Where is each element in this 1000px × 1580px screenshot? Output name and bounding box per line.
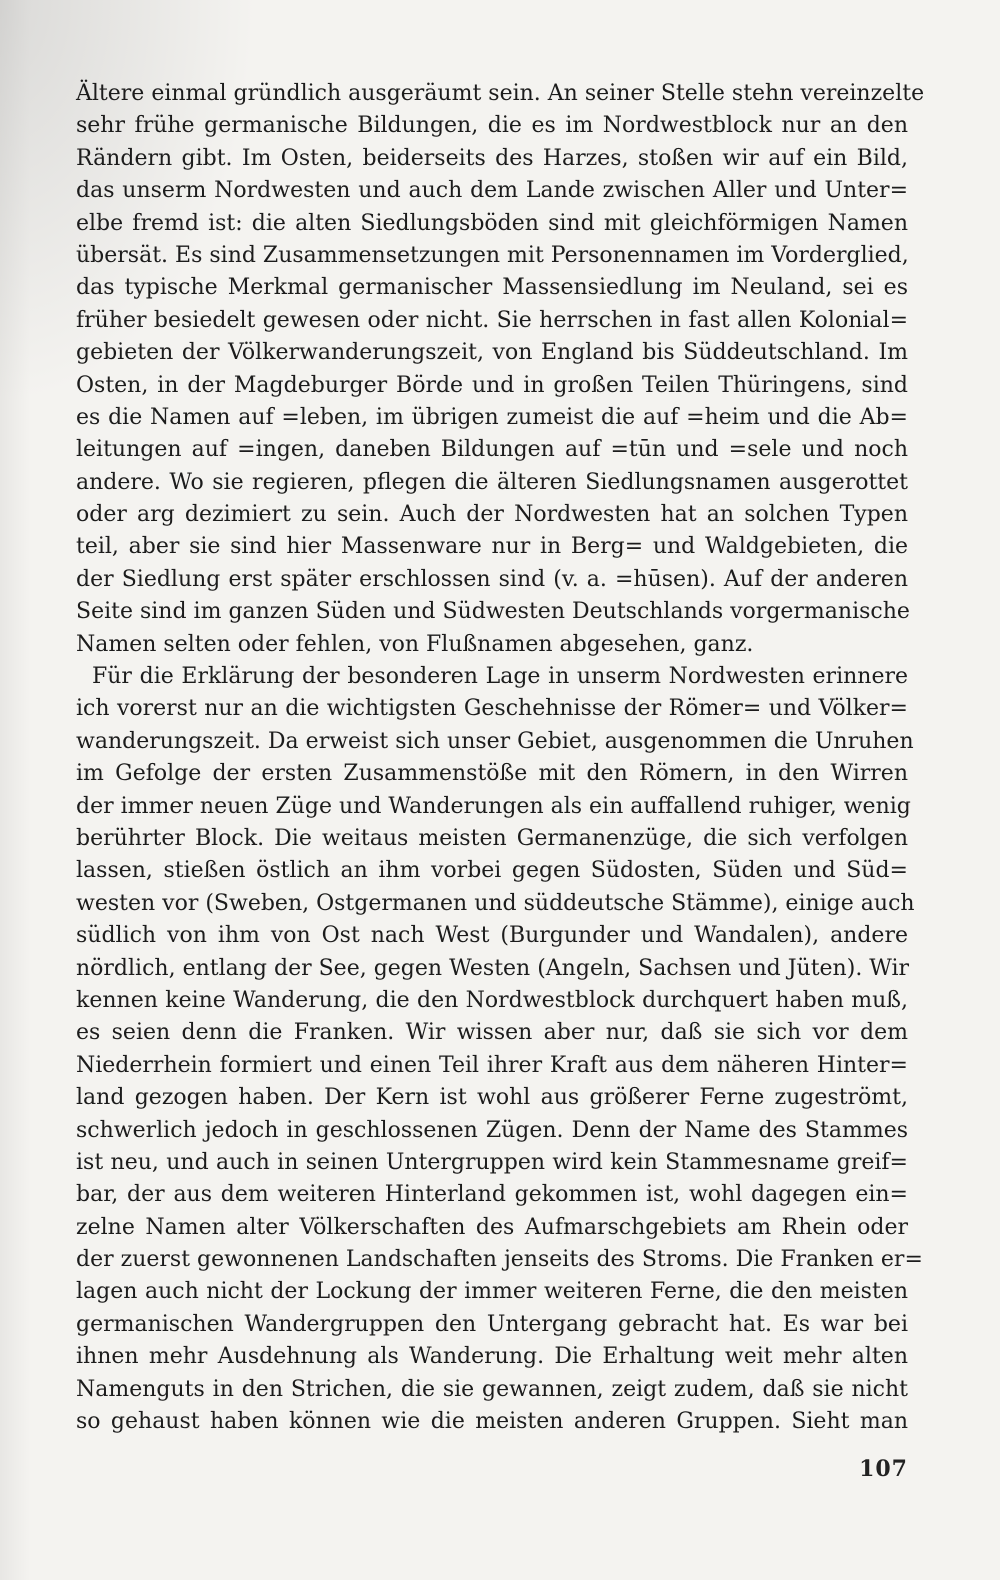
text-line: oder arg dezimiert zu sein. Auch der Nordwesten hat an solchen Typen: [76, 502, 908, 528]
text-line: es seien denn die Franken. Wir wissen aber nur, daß sie sich vor dem: [76, 1020, 908, 1046]
text-line: nördlich, entlang der See, gegen Westen (Angeln, Sachsen und Jüten). Wir: [76, 955, 910, 981]
text-line: bar, der aus dem weiteren Hinterland gekommen ist, wohl dagegen ein=: [76, 1182, 908, 1208]
text-line: kennen keine Wanderung, die den Nordwestblock durchquert haben muß,: [76, 987, 908, 1013]
text-line: leitungen auf =ingen, daneben Bildungen auf =tūn und =sele und noch: [76, 437, 908, 463]
text-line: übersät. Es sind Zusammensetzungen mit Personennamen im Vorderglied,: [76, 242, 909, 268]
text-line: Niederrhein formiert und einen Teil ihrer Kraft aus dem näheren Hinter=: [76, 1052, 908, 1078]
text-line: teil, aber sie sind hier Massenware nur in Berg= und Waldgebieten, die: [76, 534, 908, 560]
text-line: das typische Merkmal germanischer Massensiedlung im Neuland, sei es: [76, 275, 908, 301]
text-line: Für die Erklärung der besonderen Lage in unserm Nordwesten erinnere: [92, 664, 908, 690]
text-line: Ältere einmal gründlich ausgeräumt sein. An seiner Stelle stehn vereinzelte: [76, 81, 925, 106]
text-line: lagen auch nicht der Lockung der immer weiteren Ferne, die den meisten: [76, 1279, 908, 1305]
paragraph-2: [76, 661, 923, 1438]
text-line: im Gefolge der ersten Zusammenstöße mit den Römern, in den Wirren: [76, 761, 908, 787]
text-line: früher besiedelt gewesen oder nicht. Sie herrschen in fast allen Kolonial=: [76, 307, 908, 333]
text-line: Osten, in der Magdeburger Börde und in großen Teilen Thüringens, sind: [76, 372, 908, 398]
text-line: westen vor (Sweben, Ostgermanen und süddeutsche Stämme), einige auch: [76, 890, 915, 916]
text-line: Namenguts in den Strichen, die sie gewannen, zeigt zudem, daß sie nicht: [76, 1376, 908, 1402]
text-line: wanderungszeit. Da erweist sich unser Gebiet, ausgenommen die Unruhen: [76, 728, 914, 754]
text-line: lassen, stießen östlich an ihm vorbei gegen Südosten, Süden und Süd=: [76, 858, 908, 884]
text-line: ihnen mehr Ausdehnung als Wanderung. Die Erhaltung weit mehr alten: [76, 1344, 908, 1370]
paragraph-1: [76, 78, 925, 661]
text-line: elbe fremd ist: die alten Siedlungsböden sind mit gleichförmigen Namen: [76, 210, 908, 236]
text-line: der Siedlung erst später erschlossen sind (v. a. =hūsen). Auf der anderen: [76, 566, 908, 592]
text-line: andere. Wo sie regieren, pflegen die älteren Siedlungsnamen ausgerottet: [76, 469, 908, 495]
text-line: ist neu, und auch in seinen Untergruppen wird kein Stammesname greif=: [76, 1149, 908, 1175]
text-line: schwerlich jedoch in geschlossenen Zügen. Denn der Name des Stammes: [76, 1117, 908, 1143]
text-line: ich vorerst nur an die wichtigsten Geschehnisse der Römer= und Völker=: [76, 696, 908, 722]
text-line: land gezogen haben. Der Kern ist wohl aus größerer Ferne zugeströmt,: [76, 1085, 908, 1111]
text-line: es die Namen auf =leben, im übrigen zumeist die auf =heim und die Ab=: [76, 404, 908, 430]
text-line: der zuerst gewonnenen Landschaften jenseits des Stroms. Die Franken er=: [76, 1247, 923, 1273]
text-line: der immer neuen Züge und Wanderungen als ein auffallend ruhiger, wenig: [76, 793, 911, 819]
text-line: germanischen Wandergruppen den Untergang gebracht hat. Es war bei: [76, 1311, 908, 1337]
text-line: Namen selten oder fehlen, von Flußnamen abgesehen, ganz.: [76, 631, 754, 657]
text-line: das unserm Nordwesten und auch dem Lande zwischen Aller und Unter=: [76, 178, 908, 204]
text-line: südlich von ihm von Ost nach West (Burgunder und Wandalen), andere: [76, 923, 908, 949]
text-line: gebieten der Völkerwanderungszeit, von England bis Süddeutschland. Im: [76, 340, 908, 366]
text-line: so gehaust haben können wie die meisten anderen Gruppen. Sieht man: [76, 1409, 908, 1435]
body-text: [76, 78, 925, 1438]
text-line: berührter Block. Die weitaus meisten Germanenzüge, die sich verfolgen: [76, 825, 908, 851]
text-line: sehr frühe germanische Bildungen, die es im Nordwestblock nur an den: [76, 113, 908, 139]
text-line: Rändern gibt. Im Osten, beiderseits des Harzes, stoßen wir auf ein Bild,: [76, 145, 908, 171]
text-line: zelne Namen alter Völkerschaften des Aufmarschgebiets am Rhein oder: [76, 1214, 908, 1240]
text-line: Seite sind im ganzen Süden und Südwesten Deutschlands vorgermanische: [76, 599, 910, 625]
page-number: 107: [859, 1456, 908, 1482]
